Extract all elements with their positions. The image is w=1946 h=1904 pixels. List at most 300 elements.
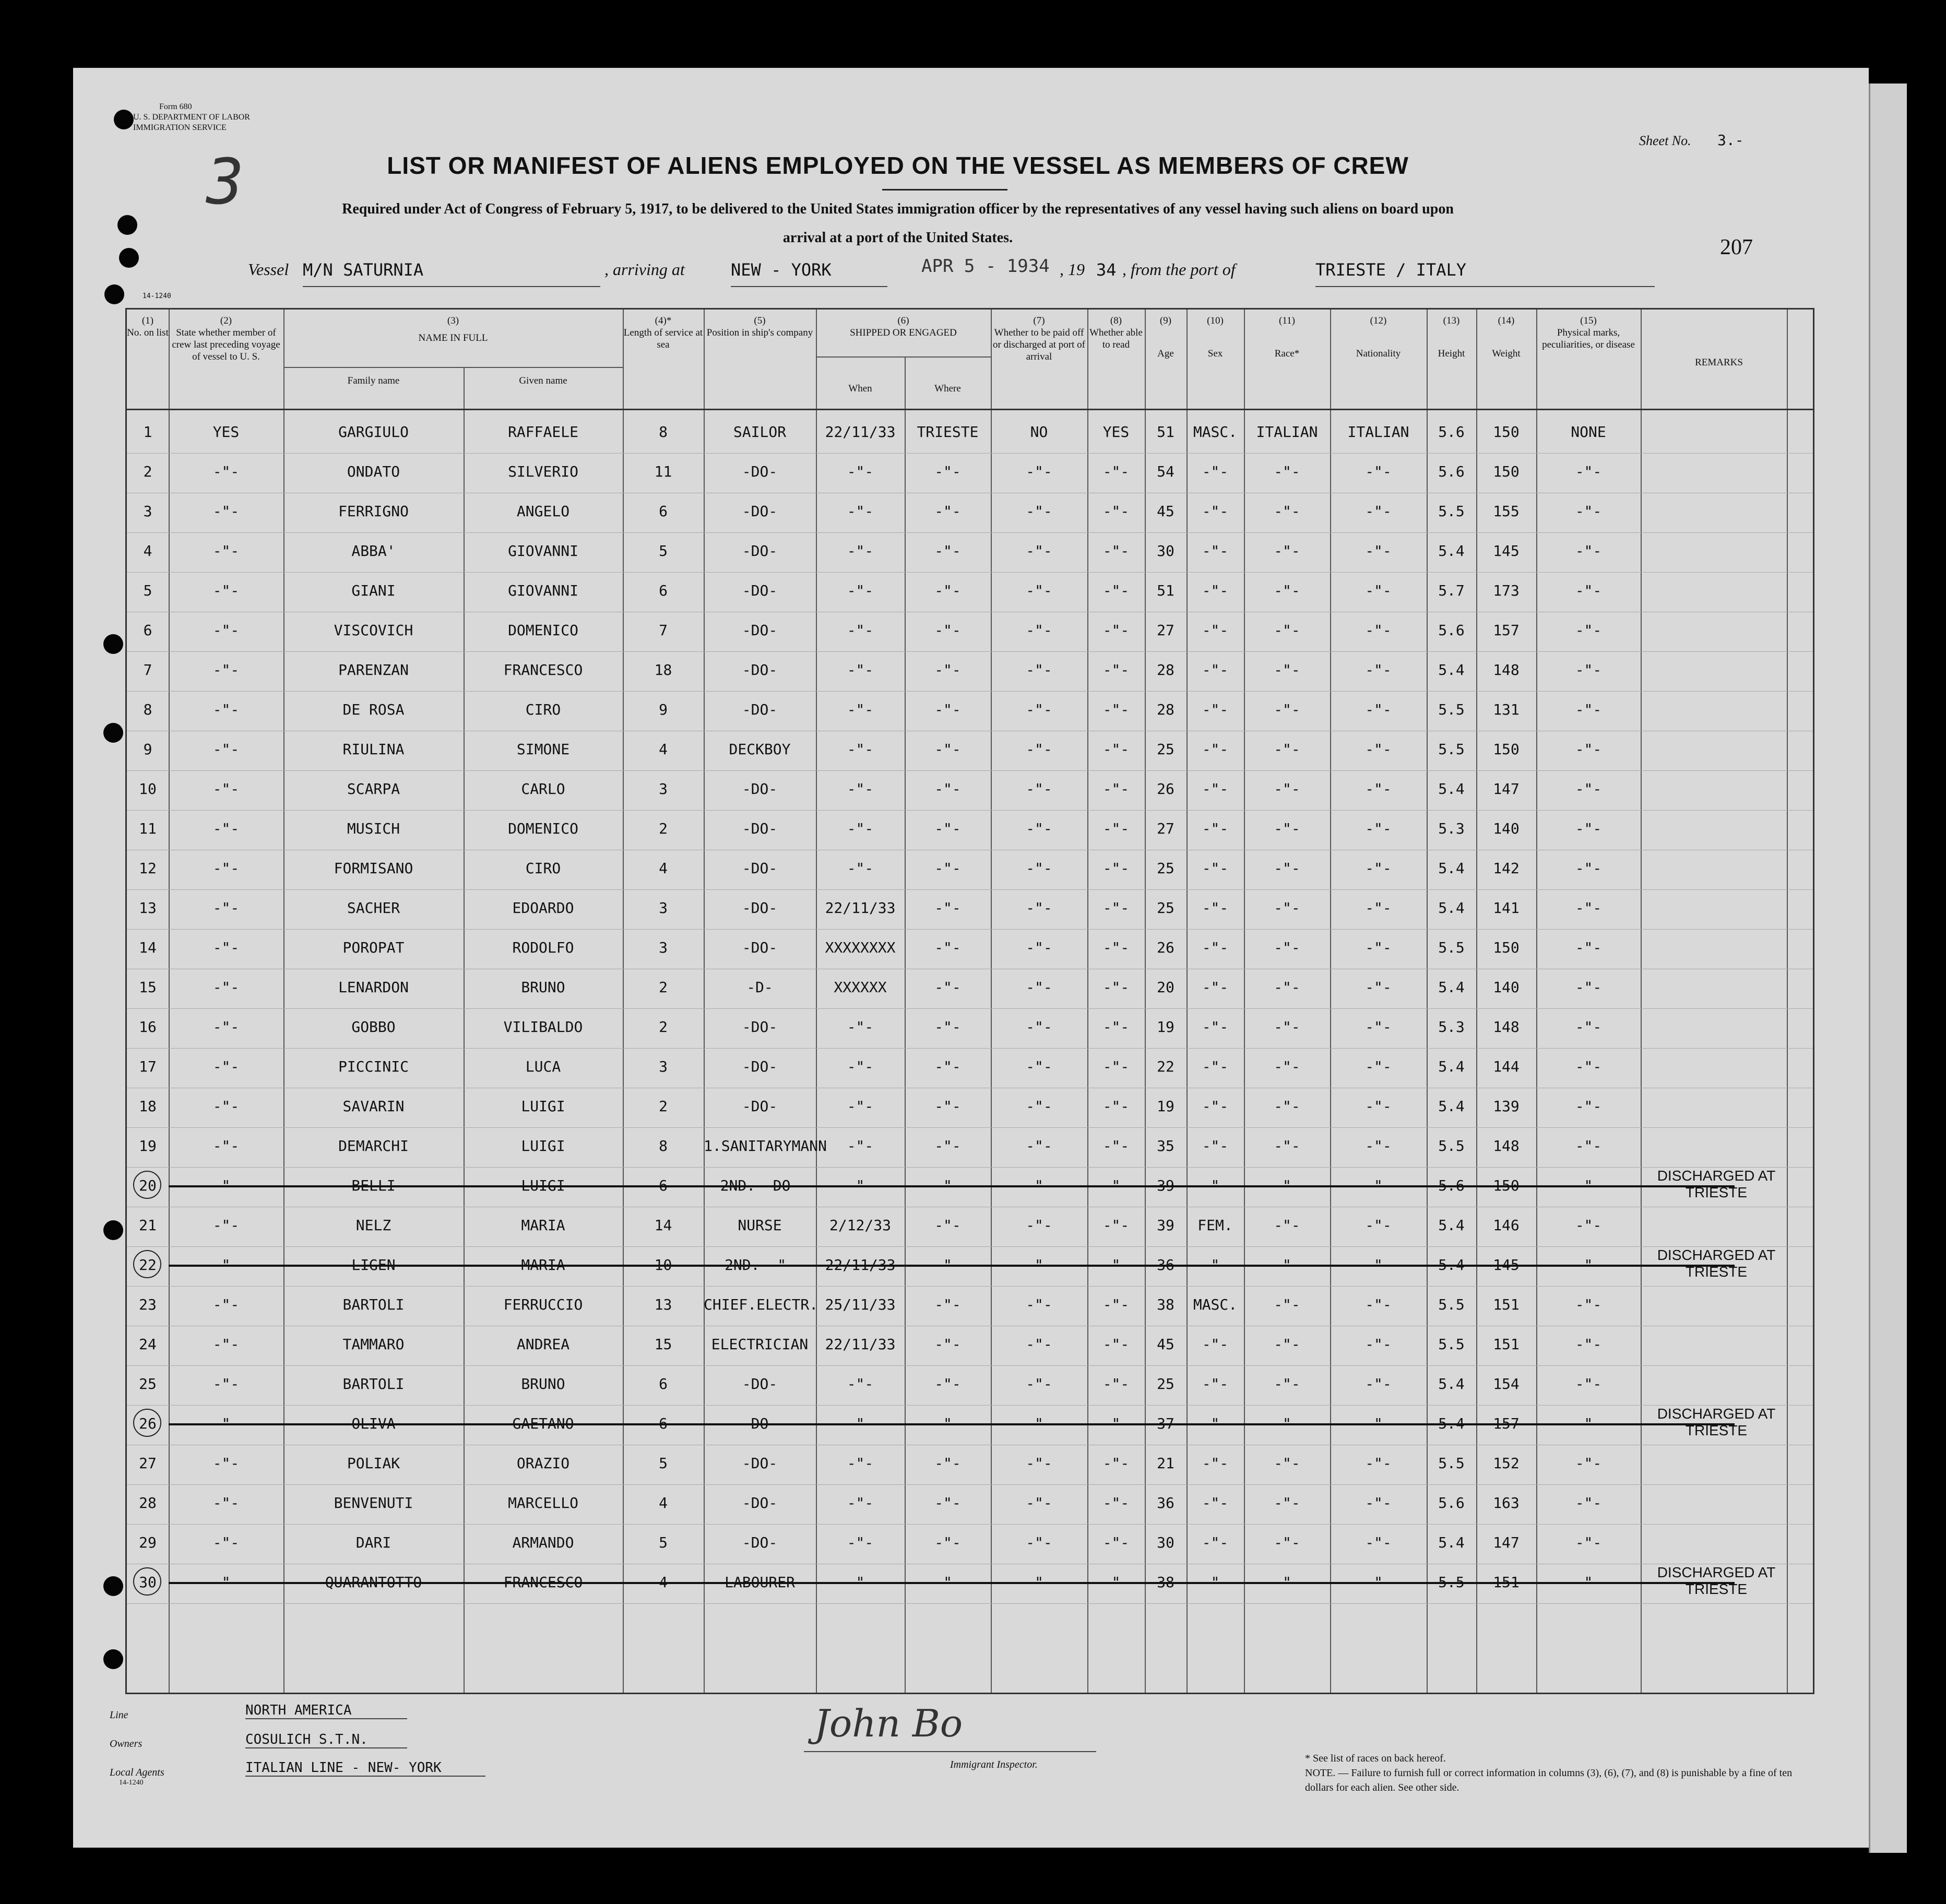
col-14-label: Weight: [1492, 348, 1521, 359]
service-name: IMMIGRATION SERVICE: [133, 123, 227, 132]
cell-weight: 144: [1493, 1058, 1520, 1075]
cell-service: 9: [659, 701, 668, 718]
cell-sex: -"-: [1202, 860, 1229, 877]
cell-marks: -"-: [1575, 1415, 1602, 1432]
cell-age: 21: [1157, 1455, 1174, 1472]
cell-sex: -"-: [1202, 542, 1229, 560]
cell-where: -"-: [934, 463, 961, 480]
cell-given: SIMONE: [516, 741, 570, 758]
cell-paid: -"-: [1026, 899, 1052, 917]
cell-given: DOMENICO: [508, 622, 578, 639]
cell-nationality: -"-: [1365, 1534, 1392, 1551]
cell-no: 7: [143, 661, 152, 679]
cell-sex: -"-: [1202, 979, 1229, 996]
cell-height: 5.4: [1438, 1375, 1465, 1393]
cell-paid: -"-: [1026, 542, 1052, 560]
cell-family: FERRIGNO: [338, 503, 409, 520]
cell-paid: -"-: [1026, 979, 1052, 996]
cell-height: 5.4: [1438, 661, 1465, 679]
cell-family: PARENZAN: [338, 661, 409, 679]
row-rule: [127, 1603, 1813, 1604]
cell-family: DEMARCHI: [338, 1137, 409, 1155]
cell-prev: -"-: [212, 542, 240, 560]
cell-family: SACHER: [347, 899, 400, 917]
cell-prev: -"-: [212, 860, 240, 877]
cell-service: 6: [659, 1177, 668, 1194]
cell-sex: -"-: [1202, 1534, 1229, 1551]
cell-service: 6: [659, 1375, 668, 1393]
cell-weight: 145: [1493, 542, 1520, 560]
cell-service: 7: [659, 622, 668, 639]
cell-service: 5: [659, 1455, 668, 1472]
races-note: * See list of races on back hereof.: [1305, 1753, 1446, 1764]
agents-label: Local Agents: [110, 1767, 164, 1778]
cell-nationality: -"-: [1365, 1058, 1392, 1075]
cell-prev: -"-: [212, 622, 240, 639]
cell-weight: 157: [1493, 622, 1520, 639]
binder-hole: [103, 1649, 123, 1669]
inspector-label: Immigrant Inspector.: [950, 1759, 1038, 1770]
cell-read: -"-: [1102, 1058, 1130, 1075]
cell-race: -"-: [1274, 1296, 1300, 1313]
cell-paid: ": [1035, 1574, 1043, 1591]
cell-age: 19: [1157, 1018, 1174, 1036]
cell-prev: -"-: [212, 979, 240, 996]
cell-position: NURSE: [738, 1217, 782, 1234]
cell-height: 5.4: [1438, 780, 1465, 798]
cell-family: POLIAK: [347, 1455, 400, 1472]
col-head-11: [1244, 315, 1330, 360]
cell-weight: 145: [1493, 1256, 1520, 1274]
cell-paid: -"-: [1026, 1455, 1052, 1472]
cell-weight: 173: [1493, 582, 1520, 599]
cell-weight: 152: [1493, 1455, 1520, 1472]
cell-no: 24: [139, 1336, 157, 1353]
col-13-number: (13): [1443, 315, 1460, 326]
cell-where: -"-: [934, 701, 961, 718]
cell-marks: -"-: [1575, 741, 1602, 758]
cell-weight: 147: [1493, 1534, 1520, 1551]
crew-row: [127, 1088, 1813, 1128]
cell-when: 22/11/33: [825, 899, 896, 917]
cell-family: OLIVA: [351, 1415, 396, 1432]
cell-given: EDOARDO: [512, 899, 574, 917]
cell-weight: 155: [1493, 503, 1520, 520]
cell-read: -"-: [1102, 1415, 1130, 1432]
cell-position: -DO-: [742, 939, 778, 956]
cell-prev: -"-: [212, 1177, 240, 1194]
cell-read: YES: [1102, 423, 1130, 441]
col-head-1: [127, 315, 169, 339]
cell-nationality: -"-: [1365, 1256, 1392, 1274]
cell-position: -DO-: [742, 780, 778, 798]
crew-row: [127, 414, 1813, 454]
cell-height: 5.4: [1438, 1098, 1465, 1115]
cell-no: 23: [139, 1296, 157, 1313]
cell-race: -"-: [1274, 1534, 1300, 1551]
cell-no: 18: [139, 1098, 157, 1115]
cell-no: 17: [139, 1058, 157, 1075]
departure-port: TRIESTE / ITALY: [1315, 260, 1655, 287]
cell-nationality: -"-: [1365, 1296, 1392, 1313]
circled-number-mark: [133, 1250, 161, 1278]
cell-given: RAFFAELE: [508, 423, 578, 441]
binding-edge: [1869, 84, 1907, 1853]
cell-when: -"-: [847, 1494, 874, 1512]
cell-where: -"-: [934, 1534, 961, 1551]
cell-weight: 163: [1493, 1494, 1520, 1512]
cell-service: 3: [659, 780, 668, 798]
cell-age: 38: [1157, 1296, 1174, 1313]
cell-family: GOBBO: [351, 1018, 396, 1036]
cell-read: -"-: [1102, 1177, 1130, 1194]
cell-given: BRUNO: [521, 979, 565, 996]
cell-service: 6: [659, 503, 668, 520]
cell-family: BARTOLI: [342, 1375, 405, 1393]
form-number: Form 680: [159, 102, 192, 111]
crew-table: [125, 308, 1814, 1694]
crew-row: [127, 1445, 1813, 1485]
corner-number: 207: [1720, 235, 1753, 259]
cell-age: 26: [1157, 780, 1174, 798]
col-head-12: [1330, 315, 1427, 360]
cell-position: -DO-: [742, 1018, 778, 1036]
cell-sex: -"-: [1202, 1058, 1229, 1075]
cell-race: -"-: [1274, 780, 1300, 798]
cell-no: 21: [139, 1217, 157, 1234]
cell-age: 22: [1157, 1058, 1174, 1075]
cell-race: -"-: [1274, 701, 1300, 718]
cell-height: 5.6: [1438, 423, 1465, 441]
cell-race: -"-: [1274, 1058, 1300, 1075]
cell-paid: -"-: [1026, 503, 1052, 520]
cell-read: -"-: [1102, 860, 1130, 877]
cell-service: 11: [654, 463, 672, 480]
crew-row: [127, 731, 1813, 771]
cell-prev: -"-: [212, 820, 240, 837]
inspector-signature: John Bo: [814, 1701, 963, 1745]
cell-read: -"-: [1102, 741, 1130, 758]
cell-service: 14: [654, 1217, 672, 1234]
cell-when: 22/11/33: [825, 1336, 896, 1353]
strikethrough-line: [169, 1185, 1735, 1187]
cell-family: SCARPA: [347, 780, 400, 798]
cell-marks: -"-: [1575, 503, 1602, 520]
cell-sex: -"-: [1202, 622, 1229, 639]
binder-hole: [103, 634, 123, 654]
cell-when: -"-: [847, 542, 874, 560]
cell-nationality: -"-: [1365, 1137, 1392, 1155]
cell-when: -"-: [847, 1098, 874, 1115]
cell-nationality: -"-: [1365, 503, 1392, 520]
cell-marks: -"-: [1575, 1256, 1602, 1274]
cell-sex: -"-: [1202, 939, 1229, 956]
binder-hole: [114, 110, 134, 129]
col-head-3: [283, 315, 623, 344]
cell-height: 5.5: [1438, 1137, 1465, 1155]
cell-age: 54: [1157, 463, 1174, 480]
cell-weight: 139: [1493, 1098, 1520, 1115]
page-title: LIST OR MANIFEST OF ALIENS EMPLOYED ON THE VESSEL AS MEMBERS OF CREW: [387, 152, 1409, 179]
cell-service: 3: [659, 899, 668, 917]
cell-height: 5.3: [1438, 1018, 1465, 1036]
sheet-number: 3.-: [1717, 132, 1744, 149]
col-7-number: (7): [1033, 315, 1045, 326]
cell-race: -"-: [1274, 542, 1300, 560]
cell-given: ARMANDO: [512, 1534, 574, 1551]
col-head-8: [1087, 315, 1145, 351]
cell-position: -DO-: [742, 701, 778, 718]
col-head-10: [1186, 315, 1244, 360]
cell-nationality: -"-: [1365, 741, 1392, 758]
cell-prev: YES: [212, 423, 240, 441]
agents-value: ITALIAN LINE - NEW- YORK: [245, 1760, 485, 1777]
owners-value: COSULICH S.T.N.: [245, 1732, 407, 1748]
cell-weight: 148: [1493, 661, 1520, 679]
cell-where: -"-: [934, 1415, 961, 1432]
cell-given: DOMENICO: [508, 820, 578, 837]
cell-position: CHIEF.ELECTR.: [704, 1296, 818, 1313]
cell-where: -"-: [934, 939, 961, 956]
cell-where: -"-: [934, 1256, 961, 1274]
cell-family: RIULINA: [342, 741, 405, 758]
cell-no: 3: [143, 503, 152, 520]
cell-when: -"-: [847, 701, 874, 718]
cell-family: ONDATO: [347, 463, 400, 480]
col-7-label: Whether to be paid off or discharged at port of arrival: [993, 327, 1085, 362]
cell-read: -"-: [1102, 1494, 1130, 1512]
cell-paid: -"-: [1026, 1296, 1052, 1313]
cell-where: -"-: [934, 1336, 961, 1353]
cell-height: 5.5: [1438, 1336, 1465, 1353]
cell-sex: FEM.: [1197, 1217, 1233, 1234]
cell-no: 14: [139, 939, 157, 956]
cell-prev: -"-: [212, 1217, 240, 1234]
cell-when: -"-: [847, 820, 874, 837]
cell-age: 25: [1157, 899, 1174, 917]
cell-paid: NO: [1030, 423, 1048, 441]
cell-read: -"-: [1102, 1375, 1130, 1393]
cell-height: 5.4: [1438, 542, 1465, 560]
col-12-number: (12): [1370, 315, 1387, 326]
cell-sex: -"-: [1202, 741, 1229, 758]
cell-position: -DO-: [742, 1534, 778, 1551]
cell-marks: -"-: [1575, 1058, 1602, 1075]
cell-marks: -"-: [1575, 860, 1602, 877]
cell-marks: -"-: [1575, 582, 1602, 599]
crew-row: [127, 1287, 1813, 1326]
arriving-label: , arriving at: [604, 260, 685, 279]
cell-prev: -"-: [212, 661, 240, 679]
cell-no: 1: [143, 423, 152, 441]
cell-height: 5.4: [1438, 1217, 1465, 1234]
cell-given: MARIA: [521, 1217, 565, 1234]
remark-text: DISCHARGED AT TRIESTE: [1657, 1406, 1776, 1438]
cell-position: -DO-: [742, 1058, 778, 1075]
cell-paid: -"-: [1026, 1058, 1052, 1075]
cell-sex: -"-: [1202, 1098, 1229, 1115]
cell-paid: -"-: [1026, 1177, 1052, 1194]
cell-sex: -"-: [1202, 899, 1229, 917]
cell-where: -"-: [934, 1375, 961, 1393]
cell-paid: -"-: [1026, 661, 1052, 679]
cell-prev: -"-: [212, 1296, 240, 1313]
cell-nationality: -"-: [1365, 661, 1392, 679]
cell-marks: -"-: [1575, 1534, 1602, 1551]
cell-service: 18: [654, 661, 672, 679]
cell-read: -"-: [1102, 979, 1130, 996]
cell-weight: 148: [1493, 1018, 1520, 1036]
cell-race: -"-: [1274, 979, 1300, 996]
cell-age: 27: [1157, 820, 1174, 837]
crew-row: [127, 1564, 1813, 1604]
cell-sex: -"-: [1202, 1018, 1229, 1036]
crew-row: [127, 493, 1813, 533]
cell-read: -"-: [1102, 939, 1130, 956]
crew-row: [127, 811, 1813, 850]
cell-where: -"-: [934, 1296, 961, 1313]
date-stamp: APR 5 - 1934: [921, 256, 1050, 277]
cell-age: 35: [1157, 1137, 1174, 1155]
cell-height: 5.5: [1438, 1574, 1465, 1591]
cell-paid: -"-: [1026, 1256, 1052, 1274]
cell-age: 36: [1157, 1494, 1174, 1512]
handwritten-mark: 3: [206, 146, 244, 219]
cell-nationality: -"-: [1365, 860, 1392, 877]
cell-paid: -"-: [1026, 1415, 1052, 1432]
cell-no: 26: [139, 1415, 157, 1432]
cell-race: -"-: [1274, 939, 1300, 956]
cell-nationality: ITALIAN: [1347, 423, 1409, 441]
cell-paid: -"-: [1026, 1217, 1052, 1234]
cell-weight: 142: [1493, 860, 1520, 877]
cell-nationality: -"-: [1365, 1375, 1392, 1393]
cell-family: GARGIULO: [338, 423, 409, 441]
cell-position: -DO-: [742, 582, 778, 599]
crew-row: [127, 533, 1813, 573]
cell-race: -"-: [1274, 820, 1300, 837]
cell-position: -DO-: [742, 1375, 778, 1393]
cell-family: VISCOVICH: [334, 622, 413, 639]
cell-position: -DO-: [742, 661, 778, 679]
col-6-label: SHIPPED OR ENGAGED: [850, 327, 957, 338]
cell-where: -"-: [934, 1018, 961, 1036]
cell-read: -"-: [1102, 820, 1130, 837]
cell-service: 6: [659, 1415, 668, 1432]
cell-height: 5.5: [1438, 741, 1465, 758]
cell-family: GIANI: [351, 582, 396, 599]
col-5-number: (5): [754, 315, 766, 326]
cell-when: -"-: [847, 1018, 874, 1036]
from-port-label: , from the port of: [1122, 260, 1236, 279]
cell-family: BELLI: [351, 1177, 396, 1194]
cell-read: -"-: [1102, 542, 1130, 560]
cell-height: 5.7: [1438, 582, 1465, 599]
cell-given: GIOVANNI: [508, 542, 578, 560]
cell-family: ABBA': [351, 542, 396, 560]
cell-service: 13: [654, 1296, 672, 1313]
cell-service: 10: [654, 1256, 672, 1274]
cell-race: -"-: [1274, 1256, 1300, 1274]
cell-service: 2: [659, 979, 668, 996]
col-8-number: (8): [1110, 315, 1122, 326]
cell-race: -"-: [1274, 741, 1300, 758]
cell-when: -"-: [847, 1455, 874, 1472]
cell-service: 8: [659, 1137, 668, 1155]
vessel-name: M/N SATURNIA: [303, 260, 600, 287]
cell-prev: -"-: [212, 1494, 240, 1512]
cell-given: ORAZIO: [516, 1455, 570, 1472]
cell-no: 15: [139, 979, 157, 996]
circled-number-mark: [133, 1171, 161, 1199]
cell-position: 2ND. -DO-: [720, 1177, 800, 1194]
cell-height: 5.3: [1438, 820, 1465, 837]
cell-read: -"-: [1102, 503, 1130, 520]
cell-given: FRANCESCO: [503, 1574, 583, 1591]
cell-where: -"-: [934, 1217, 961, 1234]
cell-race: -"-: [1274, 1494, 1300, 1512]
cell-service: 8: [659, 423, 668, 441]
cell-height: 5.6: [1438, 622, 1465, 639]
cell-prev: -"-: [212, 1455, 240, 1472]
cell-given: RODOLFO: [512, 939, 574, 956]
cell-read: -"-: [1102, 1296, 1130, 1313]
col-15-number: (15): [1580, 315, 1597, 326]
cell-weight: 150: [1493, 423, 1520, 441]
cell-marks: -"-: [1575, 1494, 1602, 1512]
cell-when: -"-: [847, 741, 874, 758]
cell-prev: -"-: [212, 899, 240, 917]
cell-when: 2/12/33: [829, 1217, 891, 1234]
cell-race: -"-: [1274, 1375, 1300, 1393]
cell-given: ANGELO: [516, 503, 570, 520]
cell-position: -DO-: [742, 860, 778, 877]
cell-sex: -"-: [1202, 820, 1229, 837]
cell-age: 19: [1157, 1098, 1174, 1115]
cell-given: LUCA: [525, 1058, 561, 1075]
crew-row: [127, 850, 1813, 890]
line-value: NORTH AMERICA: [245, 1703, 407, 1719]
cell-where: -"-: [934, 1455, 961, 1472]
col-3-number: (3): [447, 315, 459, 326]
cell-where: -"-: [934, 542, 961, 560]
cell-service: 6: [659, 582, 668, 599]
cell-sex: -"-: [1202, 1415, 1229, 1432]
cell-given: CIRO: [525, 701, 561, 718]
strikethrough-line: [169, 1423, 1735, 1425]
cell-where: -"-: [934, 582, 961, 599]
cell-nationality: -"-: [1365, 1415, 1392, 1432]
cell-where: -"-: [934, 503, 961, 520]
cell-race: -"-: [1274, 661, 1300, 679]
where-header: Where: [934, 383, 961, 394]
binder-hole: [104, 284, 124, 304]
cell-service: 15: [654, 1336, 672, 1353]
col-9-number: (9): [1159, 315, 1172, 326]
col-15-label: Physical marks, peculiarities, or disease: [1542, 327, 1635, 350]
crew-row: [127, 1207, 1813, 1247]
cell-weight: 146: [1493, 1217, 1520, 1234]
cell-race: ITALIAN: [1256, 423, 1318, 441]
title-divider: [882, 189, 1007, 191]
line-label: Line: [110, 1709, 128, 1721]
cell-when: -"-: [847, 582, 874, 599]
cell-no: 29: [139, 1534, 157, 1551]
cell-sex: -"-: [1202, 463, 1229, 480]
cell-family: DARI: [355, 1534, 391, 1551]
cell-paid: -"-: [1026, 1534, 1052, 1551]
cell-read: -"-: [1102, 701, 1130, 718]
